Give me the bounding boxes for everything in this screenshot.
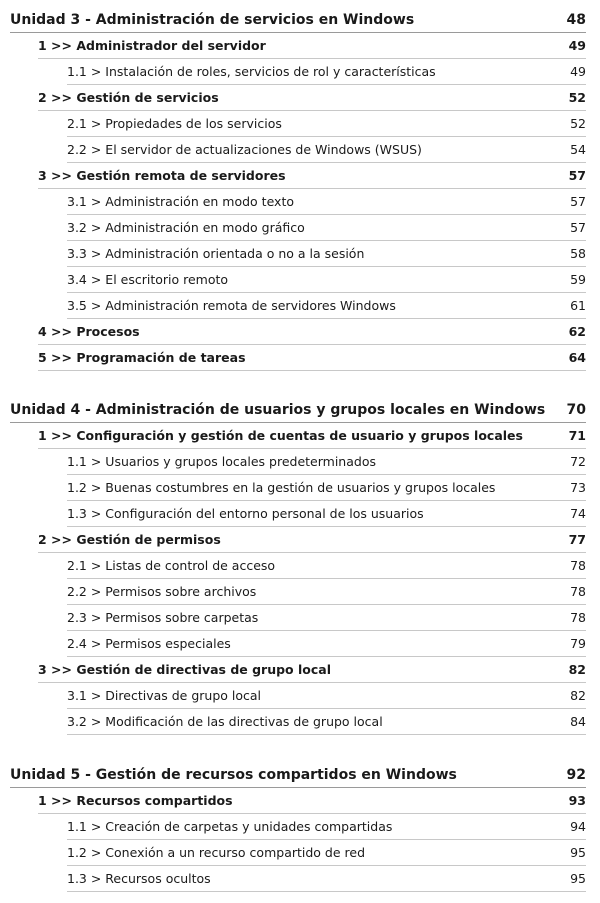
entry-page-number: 64 <box>568 350 586 365</box>
entry-page-number: 57 <box>570 194 586 209</box>
unit-heading <box>10 398 586 423</box>
subsection-entry <box>67 606 586 631</box>
entry-page-number: 49 <box>570 64 586 79</box>
entry-page-number: 73 <box>570 480 586 495</box>
entry-page-number: 62 <box>568 324 586 339</box>
entry-title: 3 >> Gestión de directivas de grupo local <box>38 662 331 677</box>
section-entry <box>38 424 586 449</box>
entry-title: 1.3 > Configuración del entorno personal de los usuarios <box>67 506 424 521</box>
entry-title: 5 >> Programación de tareas <box>38 350 246 365</box>
unit-heading <box>10 763 586 788</box>
subsection-entry <box>67 502 586 527</box>
subsection-entry <box>67 841 586 866</box>
subsection-entry <box>67 450 586 475</box>
entry-title: 1.2 > Conexión a un recurso compartido de red <box>67 845 366 860</box>
section-entry <box>38 86 586 111</box>
entry-title: 1.3 > Recursos ocultos <box>67 871 211 886</box>
entry-page-number: 94 <box>570 819 586 834</box>
subsection-entry <box>67 268 586 293</box>
subsection-entry <box>67 580 586 605</box>
entry-title: 3.3 > Administración orientada o no a la sesión <box>67 246 365 261</box>
section-entry <box>38 34 586 59</box>
entry-page-number: 95 <box>570 845 586 860</box>
entry-title: 1 >> Recursos compartidos <box>38 793 233 808</box>
entry-title: 3.4 > El escritorio remoto <box>67 272 229 287</box>
entry-title: 2.1 > Listas de control de acceso <box>67 558 276 573</box>
entry-title: 2.1 > Propiedades de los servicios <box>67 116 282 131</box>
entry-page-number: 71 <box>568 428 586 443</box>
subsection-entry <box>67 815 586 840</box>
entry-title: 2.3 > Permisos sobre carpetas <box>67 610 259 625</box>
section-entry <box>38 346 586 371</box>
entry-title: Unidad 4 - Administración de usuarios y grupos locales en Windows <box>10 402 546 418</box>
subsection-entry <box>67 112 586 137</box>
entry-title: 3 >> Gestión remota de servidores <box>38 168 286 183</box>
subsection-entry <box>67 476 586 501</box>
entry-title: 2 >> Gestión de servicios <box>38 90 219 105</box>
entry-page-number: 95 <box>570 871 586 886</box>
subsection-entry <box>67 867 586 892</box>
entry-title: 1.1 > Instalación de roles, servicios de rol y características <box>67 64 436 79</box>
subsection-entry <box>67 632 586 657</box>
entry-title: Unidad 5 - Gestión de recursos compartidos en Windows <box>10 767 457 783</box>
entry-page-number: 92 <box>566 767 586 783</box>
entry-page-number: 61 <box>570 298 586 313</box>
entry-title: 4 >> Procesos <box>38 324 140 339</box>
subsection-entry <box>67 684 586 709</box>
entry-page-number: 82 <box>568 662 586 677</box>
entry-title: 3.1 > Administración en modo texto <box>67 194 294 209</box>
entry-page-number: 74 <box>570 506 586 521</box>
subsection-entry <box>67 138 586 163</box>
entry-page-number: 54 <box>570 142 586 157</box>
entry-title: 3.2 > Administración en modo gráfico <box>67 220 305 235</box>
entry-title: 1 >> Configuración y gestión de cuentas de usuario y grupos locales <box>38 428 523 443</box>
section-entry <box>38 528 586 553</box>
entry-page-number: 78 <box>570 558 586 573</box>
entry-title: 2.4 > Permisos especiales <box>67 636 231 651</box>
section-entry <box>38 164 586 189</box>
entry-title: 3.1 > Directivas de grupo local <box>67 688 262 703</box>
entry-title: 1.2 > Buenas costumbres en la gestión de usuarios y grupos locales <box>67 480 496 495</box>
subsection-entry <box>67 554 586 579</box>
subsection-entry <box>67 710 586 735</box>
entry-page-number: 70 <box>566 402 586 418</box>
entry-title: 3.2 > Modificación de las directivas de grupo local <box>67 714 383 729</box>
entry-page-number: 82 <box>570 688 586 703</box>
entry-page-number: 78 <box>570 584 586 599</box>
entry-title: Unidad 3 - Administración de servicios en Windows <box>10 12 415 28</box>
entry-page-number: 77 <box>568 532 586 547</box>
entry-title: 2.2 > El servidor de actualizaciones de Windows (WSUS) <box>67 142 422 157</box>
entry-page-number: 57 <box>570 220 586 235</box>
subsection-entry <box>67 190 586 215</box>
entry-title: 2.2 > Permisos sobre archivos <box>67 584 257 599</box>
unit-heading <box>10 8 586 33</box>
subsection-entry <box>67 60 586 85</box>
subsection-entry <box>67 294 586 319</box>
entry-title: 1.1 > Creación de carpetas y unidades compartidas <box>67 819 393 834</box>
entry-page-number: 57 <box>568 168 586 183</box>
entry-page-number: 78 <box>570 610 586 625</box>
entry-page-number: 49 <box>568 38 586 53</box>
entry-page-number: 93 <box>568 793 586 808</box>
entry-page-number: 84 <box>570 714 586 729</box>
entry-page-number: 79 <box>570 636 586 651</box>
entry-title: 1 >> Administrador del servidor <box>38 38 266 53</box>
section-entry <box>38 789 586 814</box>
subsection-entry <box>67 242 586 267</box>
entry-title: 3.5 > Administración remota de servidores Windows <box>67 298 396 313</box>
entry-page-number: 58 <box>570 246 586 261</box>
entry-title: 2 >> Gestión de permisos <box>38 532 221 547</box>
entry-page-number: 59 <box>570 272 586 287</box>
entry-page-number: 48 <box>566 12 586 28</box>
section-entry <box>38 658 586 683</box>
entry-title: 1.1 > Usuarios y grupos locales predeterminados <box>67 454 376 469</box>
subsection-entry <box>67 216 586 241</box>
entry-page-number: 52 <box>568 90 586 105</box>
entry-page-number: 72 <box>570 454 586 469</box>
entry-page-number: 52 <box>570 116 586 131</box>
section-entry <box>38 320 586 345</box>
